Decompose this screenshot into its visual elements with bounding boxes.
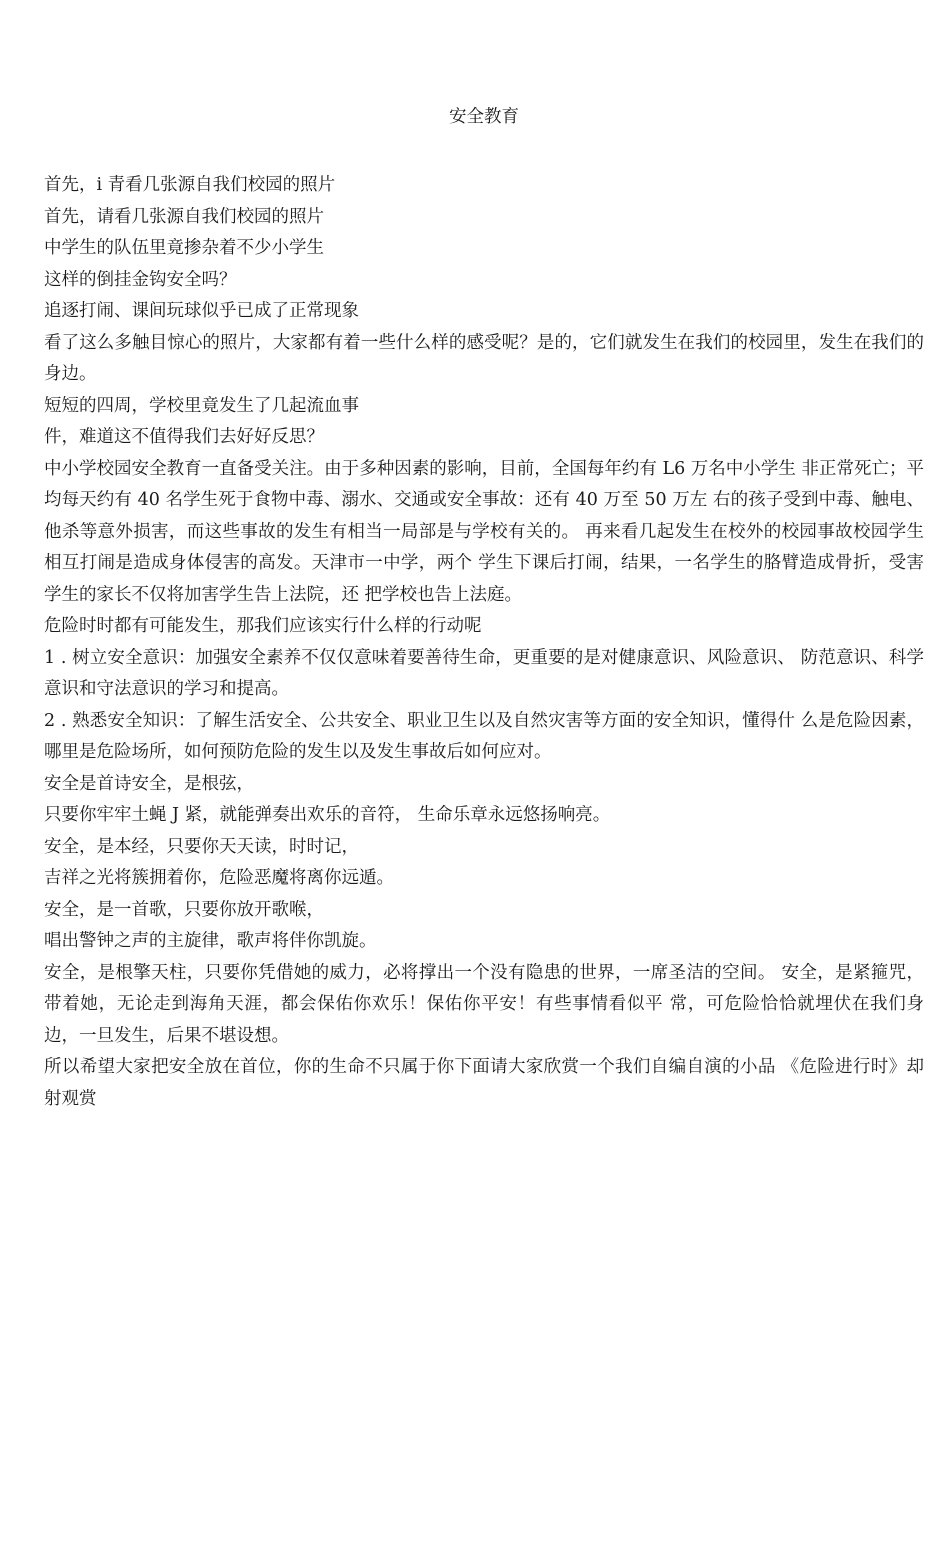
paragraph: 安全，是根擎天柱，只要你凭借她的威力，必将撑出一个没有隐患的世界，一席圣洁的空间。 安全，是紧箍咒，带着她，无论走到海角天涯，都会保佑你欢乐！保佑你平安！有些事情看似平 常，可危险恰恰就埋伏在我们身边，一旦发生，后果不堪设想。 <box>44 962 924 1046</box>
paragraph: 所以希望大家把安全放在首位，你的生命不只属于你下面请大家欣赏一个我们自编自演的小品 《危险进行时》却射观赏 <box>44 1057 924 1109</box>
paragraph: 短短的四周，学校里竟发生了几起流血事 <box>44 395 359 416</box>
paragraph: 危险时时都有可能发生，那我们应该实行什么样的行动呢 <box>44 616 482 636</box>
paragraph: 首先，i 青看几张源自我们校园的照片 <box>44 175 336 195</box>
paragraph: 中小学校园安全教育一直备受关注。由于多种因素的影响，目前，全国每年约有 L6 万名中小学生 非正常死亡；平均每天约有 40 名学生死于食物中毒、溺水、交通或安全事故：还有 40 万至 50 万左 右的孩子受到中毒、触电、他杀等意外损害，而这些事故的发生有相当一局部是与学校有关的。 再来看几起发生在校外的校园事故校园学生相互打闹是造成身体侵害的高发。天津市一中学，两个 学生下课后打闹，结果，一名学生的胳臂造成骨折，受害学生的家长不仅将加害学生告上法院，还 把学校也告上法庭。 <box>44 458 924 605</box>
paragraph: 这样的倒挂金钩安全吗？ <box>44 269 237 290</box>
document-title: 安全教育 <box>449 107 519 127</box>
document-body <box>44 170 924 1115</box>
paragraph: 追逐打闹、课间玩球似乎已成了正常现象 <box>44 301 359 321</box>
paragraph: 只要你牢牢土蝇 J 紧，就能弹奏出欢乐的音符， 生命乐章永远悠扬响亮。 <box>44 805 611 825</box>
paragraph: 安全，是一首歌，只要你放开歌喉， <box>44 899 324 920</box>
paragraph: 首先，请看几张源自我们校园的照片 <box>44 206 324 227</box>
paragraph: 2 . 熟悉安全知识：了解生活安全、公共安全、职业卫生以及自然灾害等方面的安全知识，懂得什 么是危险因素，哪里是危险场所，如何预防危险的发生以及发生事故后如何应对。 <box>44 710 924 762</box>
paragraph: 看了这么多触目惊心的照片，大家都有着一些什么样的感受呢？是的，它们就发生在我们的校园里，发生在我们的身边。 <box>44 332 924 384</box>
paragraph: 中学生的队伍里竟掺杂着不少小学生 <box>44 238 324 258</box>
paragraph: 1 . 树立安全意识：加强安全素养不仅仅意味着要善待生命，更重要的是对健康意识、风险意识、 防范意识、科学意识和守法意识的学习和提高。 <box>44 647 924 699</box>
paragraph: 安全是首诗安全，是根弦， <box>44 773 254 794</box>
document-page <box>44 96 924 1115</box>
paragraph: 件，难道这不值得我们去好好反思？ <box>44 427 324 447</box>
paragraph: 吉祥之光将簇拥着你，危险恶魔将离你远遁。 <box>44 868 394 888</box>
paragraph: 安全，是本经，只要你天天读，时时记， <box>44 836 359 857</box>
paragraph: 唱出警钟之声的主旋律，歌声将伴你凯旋。 <box>44 931 377 951</box>
